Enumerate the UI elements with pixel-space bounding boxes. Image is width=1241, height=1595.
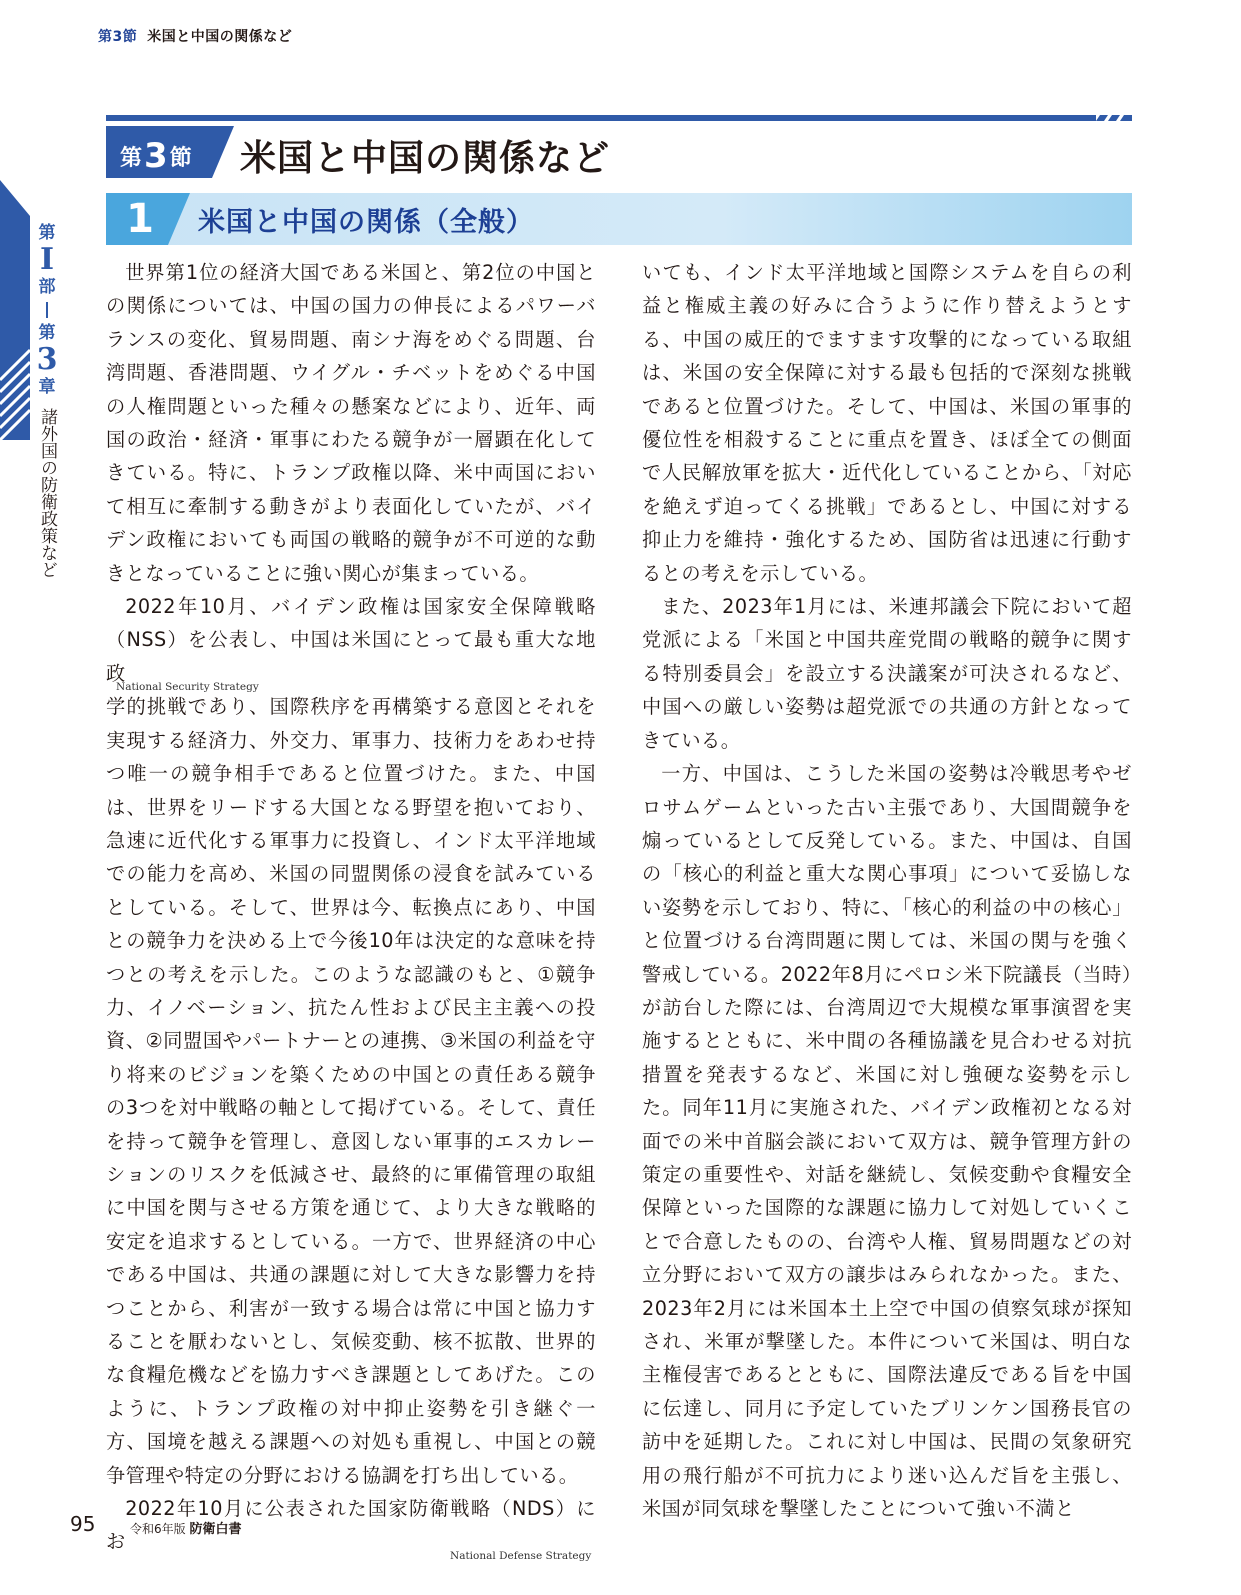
footer-edition: 令和6年版	[130, 1522, 186, 1536]
footer-title	[130, 1518, 241, 1537]
section-badge-label	[120, 134, 192, 174]
body-column-right	[642, 256, 1132, 1525]
part-number: I	[39, 242, 55, 277]
chapter-post: 章	[38, 377, 56, 397]
rule-stripes	[1086, 115, 1132, 121]
part-pre: 第	[38, 223, 56, 243]
chapter-pre: 第	[38, 323, 56, 343]
paragraph: 学的挑戦であり、国際秩序を再構築する意図とそれを実現する経済力、外交力、軍事力、技術力をあわせ持つ唯一の競争相手であると位置づけた。また、中国は、世界をリードする大国となる野望を抱いており、急速に近代化する軍事力に投資し、インド太平洋地域での能力を高め、米国の同盟関係の浸食を試みているとしている。そして、世界は今、転換点にあり、中国との競争力を決める上で今後10年は決定的な意味を持つとの考えを示した。このような認識のもと、①競争力、イノベーション、抗たん性および民主主義への投資、②同盟国やパートナーとの連携、③米国の利益を守り将来のビジョンを築くための中国との責任ある競争の3つを対中戦略の軸として掲げている。そして、責任を持って競争を管理し、意図しない軍事的エスカレーションのリスクを低減させ、最終的に軍備管理の取組に中国を関与させる方策を通じて、より大きな戦略的安定を追求するとしている。一方で、世界経済の中心である中国は、共通の課題に対して大きな影響力を持つことから、利害が一致する場合は常に中国と協力することを厭わないとし、気候変動、核不拡散、世界的な食糧危機などを協力すべき課題としてあげた。このように、トランプ政権の対中抑止姿勢を引き継ぐ一方、国境を越える課題への対処も重視し、中国との競争管理や特定の分野における協調を打ち出している。	[106, 695, 596, 1487]
section-label-post: 節	[169, 146, 192, 171]
paragraph: 一方、中国は、こうした米国の姿勢は冷戦思考やゼロサムゲームといった古い主張であり、大国間競争を煽っているとして反発している。また、中国は、自国の「核心的利益と重大な関心事項」について妥協しない姿勢を示しており、特に、「核心的利益の中の核心」と位置づける台湾問題に関しては、米国の関与を強く警戒している。2022年8月にペロシ米下院議長（当時）が訪台した際には、台湾周辺で大規模な軍事演習を実施するとともに、米中間の各種協議を見合わせる対抗措置を発表するなど、米国に対し強硬な姿勢を示した。同年11月に実施された、バイデン政権初となる対面での米中首脳会談において双方は、競争管理方針の策定の重要性や、対話を継続し、気候変動や食糧安全保障といった国際的な課題に協力して対処していくことで合意したものの、台湾や人権、貿易問題などの対立分野において双方の譲歩はみられなかった。また、2023年2月には米国本土上空で中国の偵察気球が探知され、米軍が撃墜した。本件について米国は、明白な主権侵害であるとともに、国際法違反である旨を中国に伝達し、同月に予定していたブリンケン国務長官の訪中を延期した。これに対し中国は、民間の気象研究用の飛行船が不可抗力により迷い込んだ旨を主張し、米国が同気球を撃墜したことについて強い不満と	[642, 762, 1132, 1521]
side-tab-stripes	[0, 180, 30, 440]
running-head	[98, 26, 292, 46]
paragraph: 世界第1位の経済大国である米国と、第2位の中国との関係については、中国の国力の伸長によるパワーバランスの変化、貿易問題、南シナ海をめぐる問題、台湾問題、香港問題、ウイグル・チベットをめぐる中国の人権問題といった種々の懸案などにより、近年、両国の政治・経済・軍事にわたる競争が一層顕在化してきている。特に、トランプ政権以降、米中両国において相互に牽制する動きがより表面化していたが、バイデン政権においても両国の戦略的競争が不可逆的な動きとなっていることに強い関心が集まっている。	[106, 261, 596, 585]
top-rule	[106, 115, 1096, 121]
paragraph: 2022年10月に公表された国家防衛戦略（NDS）にお	[106, 1497, 596, 1554]
section-number: 3	[144, 136, 168, 176]
part-post: 部	[38, 277, 56, 297]
section-badge	[106, 126, 234, 178]
paragraph: いても、インド太平洋地域と国際システムを自らの利益と権威主義の好みに合うように作り替えようとする、中国の威圧的でますます攻撃的になっている取組は、米国の安全保障に対する最も包括的で深刻な挑戦であると位置づけた。そして、中国は、米国の軍事的優位性を相殺することに重点を置き、ほぼ全ての側面で人民解放軍を拡大・近代化していることから、「対応を絶えず迫ってくる挑戦」であるとし、中国に対する抑止力を維持・強化するため、国防省は迅速に行動するとの考えを示している。	[642, 261, 1132, 585]
gloss-nss-text: National Security Strategy	[116, 681, 259, 694]
subsection-number: 1	[126, 196, 154, 242]
chapter-title-vertical: 諸外国の防衛政策など	[37, 408, 57, 578]
side-tab-label	[34, 222, 60, 398]
gloss-nds-text: National Defense Strategy	[450, 1549, 592, 1562]
paragraph: また、2023年1月には、米連邦議会下院において超党派による「米国と中国共産党間の戦略的競争に関する特別委員会」を設立する決議案が可決されるなど、中国への厳しい姿勢は超党派での共通の方針となってきている。	[642, 595, 1132, 752]
section-title: 米国と中国の関係など	[240, 138, 611, 179]
subsection-title: 米国と中国の関係（全般）	[198, 207, 534, 238]
body-column-left	[106, 256, 596, 1562]
footer-book: 防衛白書	[189, 1522, 242, 1537]
paragraph: 2022年10月、バイデン政権は国家安全保障戦略（NSS）を公表し、中国は米国にとって最も重大な地政	[106, 595, 596, 685]
running-head-title: 米国と中国の関係など	[147, 29, 293, 45]
side-divider	[46, 302, 48, 318]
page-number: 95	[70, 1512, 96, 1536]
chapter-number: 3	[36, 342, 58, 377]
running-head-section: 第3節	[98, 29, 138, 45]
section-label-pre: 第	[120, 146, 143, 171]
